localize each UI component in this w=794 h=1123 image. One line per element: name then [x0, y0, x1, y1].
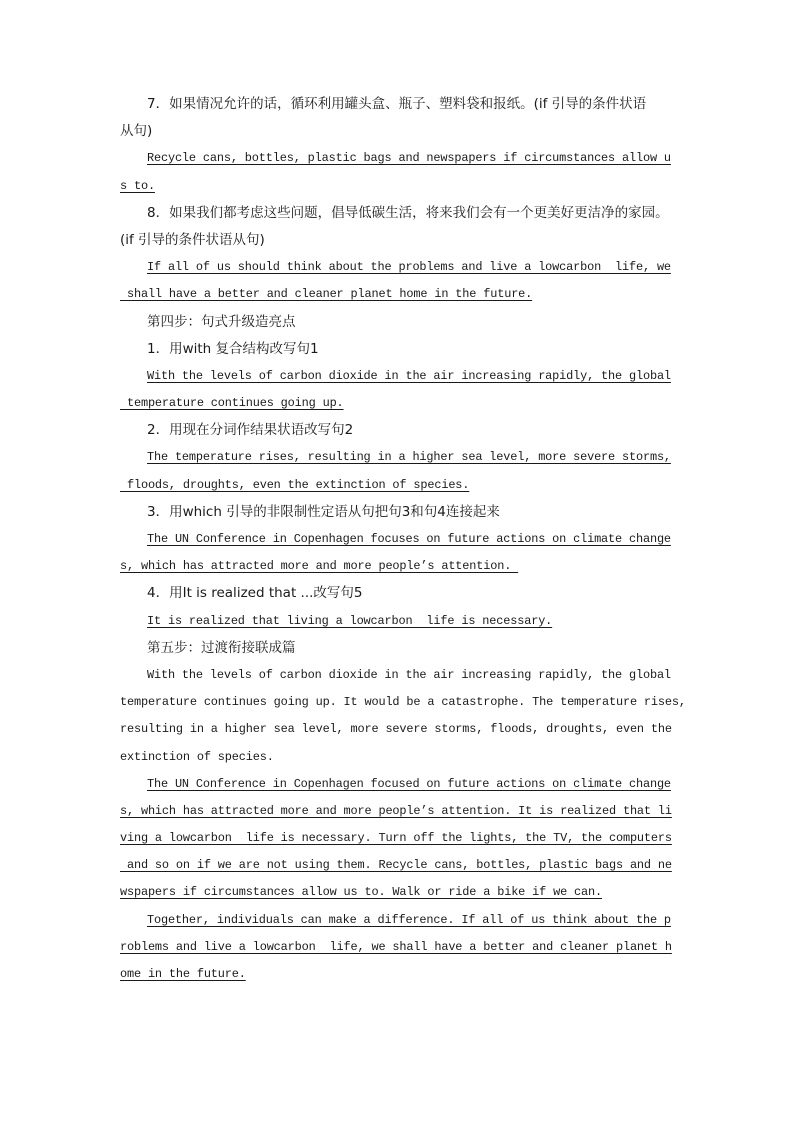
- text-line: and so on if we are not using them. Recycle cans, bottles, plastic bags and ne: [120, 858, 672, 873]
- text-line: 2．用现在分词作结果状语改写句2: [147, 422, 354, 439]
- text-line: 7．如果情况允许的话，循环利用罐头盒、瓶子、塑料袋和报纸。(if 引导的条件状语: [147, 96, 647, 112]
- text-line: With the levels of carbon dioxide in the air increasing rapidly, the global: [147, 667, 671, 682]
- text-line: (if 引导的条件状语从句): [120, 231, 265, 248]
- text-line: temperature continues going up.: [120, 396, 344, 411]
- text-line: s, which has attracted more and more people’s attention. It is realized that li: [120, 803, 672, 818]
- section-heading: 第四步：句式升级造亮点: [147, 313, 296, 330]
- text-line: 8．如果我们都考虑这些问题，倡导低碳生活，将来我们会有一个更美好更洁净的家园。: [147, 204, 669, 221]
- text-line: The UN Conference in Copenhagen focuses on future actions on climate change: [147, 532, 671, 546]
- text-line: extinction of species.: [120, 749, 274, 764]
- text-line: Together, individuals can make a difference. If all of us think about the p: [147, 912, 671, 927]
- text-line: 1．用with 复合结构改写句1: [147, 340, 319, 357]
- text-line: temperature continues going up. It would be a catastrophe. The temperature rises,: [120, 695, 686, 710]
- text-line: roblems and live a lowcarbon life, we shall have a better and cleaner planet h: [120, 939, 672, 954]
- text-line: If all of us should think about the problems and live a lowcarbon life, we: [147, 260, 671, 275]
- text-line: With the levels of carbon dioxide in the air increasing rapidly, the global: [147, 368, 671, 383]
- section-heading: 第五步：过渡衔接联成篇: [147, 639, 296, 656]
- text-line: wspapers if circumstances allow us to. Walk or ride a bike if we can.: [120, 885, 603, 900]
- text-line: resulting in a higher sea level, more severe storms, floods, droughts, even the: [120, 722, 672, 737]
- text-line: ving a lowcarbon life is necessary. Turn off the lights, the TV, the computers: [120, 831, 672, 846]
- text-line: The temperature rises, resulting in a higher sea level, more severe storms,: [147, 450, 671, 465]
- text-line: 从句): [120, 123, 153, 140]
- text-line: s, which has attracted more and more people’s attention.: [120, 559, 519, 574]
- text-line: 3．用which 引导的非限制性定语从句把句3和句4连接起来: [147, 503, 500, 520]
- text-line: ome in the future.: [120, 967, 246, 981]
- text-line: Recycle cans, bottles, plastic bags and newspapers if circumstances allow u: [147, 151, 671, 166]
- document-page: [120, 91, 686, 988]
- text-line: It is realized that living a lowcarbon life is necessary.: [147, 613, 553, 628]
- text-line: shall have a better and cleaner planet home in the future.: [120, 287, 533, 302]
- text-line: The UN Conference in Copenhagen focused on future actions on climate change: [147, 776, 671, 791]
- text-line: s to.: [120, 178, 155, 193]
- text-line: 4．用It is realized that ...改写句5: [147, 585, 363, 602]
- text-line: floods, droughts, even the extinction of species.: [120, 477, 470, 492]
